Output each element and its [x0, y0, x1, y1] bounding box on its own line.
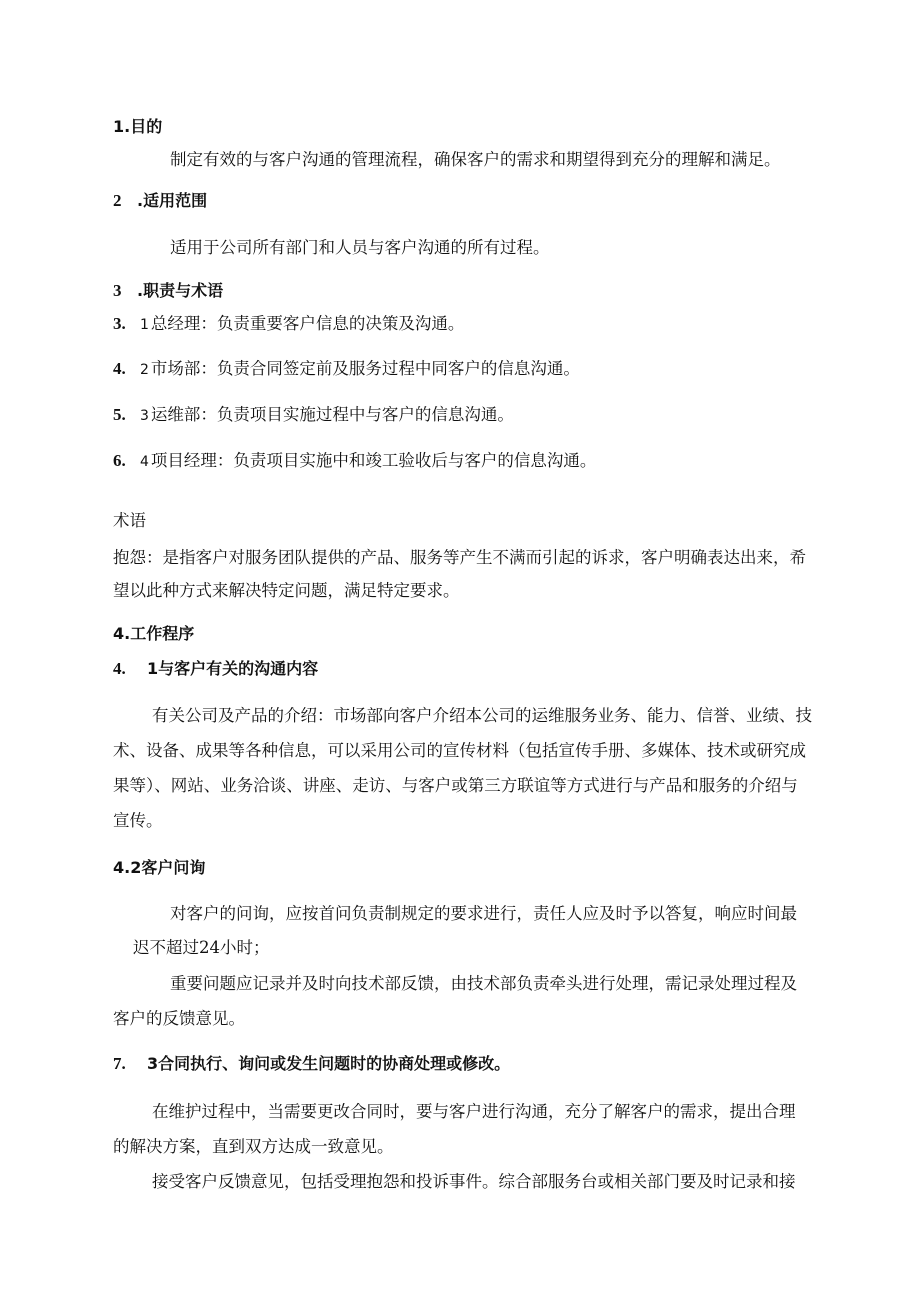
item-number: 6.	[113, 451, 126, 470]
paragraph-line: 有关公司及产品的介绍：市场部向客户介绍本公司的运维服务业务、能力、信誉、业绩、技	[152, 706, 812, 725]
paragraph-line: 接受客户反馈意见，包括受理抱怨和投诉事件。综合部服务台或相关部门要及时记录和接	[152, 1172, 796, 1191]
term-label: 术语	[113, 511, 146, 530]
item-text: 项目经理：负责项目实施中和竣工验收后与客户的信息沟通。	[150, 451, 597, 470]
item-text: 总经理：负责重要客户信息的决策及沟通。	[150, 314, 465, 333]
responsibility-item	[113, 314, 464, 335]
paragraph-line: 迟不超过24小时；	[133, 938, 270, 957]
item-subnumber: 4	[140, 454, 149, 470]
item-subnumber: 2	[140, 362, 149, 378]
paragraph-line: 在维护过程中，当需要更改合同时，要与客户进行沟通，充分了解客户的需求，提出合理	[152, 1102, 796, 1121]
responsibility-item	[113, 359, 580, 380]
item-number: 4.	[113, 359, 126, 378]
section-1-heading: 1.目的	[113, 117, 163, 136]
section-2-title: .适用范围	[137, 191, 208, 210]
paragraph-line: 客户的反馈意见。	[113, 1009, 245, 1028]
subsection-title: 1与客户有关的沟通内容	[147, 659, 319, 678]
section-3-number: 3	[113, 281, 122, 300]
section-4-heading: 4.工作程序	[113, 624, 195, 643]
section-3-title: .职责与术语	[137, 281, 224, 300]
paragraph-line: 对客户的问询，应按首问负责制规定的要求进行，责任人应及时予以答复，响应时间最	[170, 904, 797, 923]
subsection-4-3-heading	[113, 1054, 510, 1074]
responsibility-item	[113, 451, 596, 472]
item-subnumber: 3	[140, 408, 149, 424]
item-text: 市场部：负责合同签定前及服务过程中同客户的信息沟通。	[150, 359, 580, 378]
term-definition-line: 抱怨：是指客户对服务团队提供的产品、服务等产生不满而引起的诉求，客户明确表达出来，希	[113, 548, 806, 567]
section-3-heading	[113, 281, 223, 301]
term-definition-line: 望以此种方式来解决特定问题，满足特定要求。	[113, 581, 460, 600]
item-number: 5.	[113, 405, 126, 424]
section-2-body: 适用于公司所有部门和人员与客户沟通的所有过程。	[170, 238, 550, 257]
section-2-heading	[113, 191, 207, 211]
item-text: 运维部：负责项目实施过程中与客户的信息沟通。	[150, 405, 514, 424]
item-subnumber: 1	[140, 317, 149, 333]
subsection-title: 3合同执行、询问或发生问题时的协商处理或修改。	[147, 1054, 511, 1073]
section-2-number: 2	[113, 191, 122, 210]
responsibility-item	[113, 405, 514, 426]
subsection-number: 4.	[113, 659, 126, 678]
subsection-4-2-heading: 4.2客户问询	[113, 858, 206, 877]
paragraph-line: 术、设备、成果等各种信息，可以采用公司的宣传材料（包括宣传手册、多媒体、技术或研究成	[113, 741, 806, 760]
paragraph-line: 的解决方案，直到双方达成一致意见。	[113, 1137, 394, 1156]
section-1-body: 制定有效的与客户沟通的管理流程，确保客户的需求和期望得到充分的理解和满足。	[170, 150, 781, 169]
paragraph-line: 重要问题应记录并及时向技术部反馈，由技术部负责牵头进行处理，需记录处理过程及	[170, 974, 797, 993]
subsection-4-1-heading	[113, 659, 318, 679]
subsection-number: 7.	[113, 1054, 126, 1073]
paragraph-line: 果等）、网站、业务洽谈、讲座、走访、与客户或第三方联谊等方式进行与产品和服务的介绍与	[113, 776, 798, 795]
item-number: 3.	[113, 314, 126, 333]
paragraph-line: 宣传。	[113, 811, 163, 830]
